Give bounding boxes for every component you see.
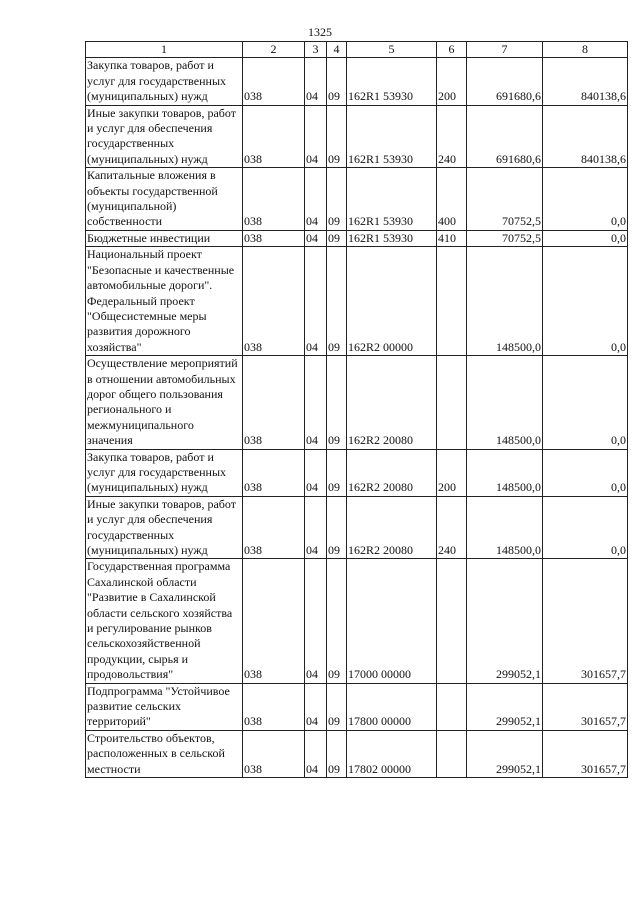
row-expense-type-cell: 410 — [437, 230, 467, 246]
row-subsection-cell: 09 — [327, 449, 347, 496]
row-subsection-cell: 09 — [327, 105, 347, 168]
row-expense-type-cell — [437, 683, 467, 730]
row-subsection-cell: 09 — [327, 230, 347, 246]
row-amount-1-cell: 691680,6 — [467, 58, 543, 105]
row-amount-2-cell: 0,0 — [543, 356, 628, 449]
row-target-article-cell: 162R1 53930 — [347, 58, 437, 105]
header-col-2: 2 — [243, 42, 305, 58]
header-col-3: 3 — [305, 42, 327, 58]
row-section-cell: 04 — [305, 58, 327, 105]
table-row — [86, 247, 628, 356]
row-name-cell: Подпрограмма "Устойчивое развитие сельских территорий" — [86, 683, 243, 730]
row-section-cell: 04 — [305, 105, 327, 168]
row-section-cell: 04 — [305, 730, 327, 777]
row-grbs-cell: 038 — [243, 247, 305, 356]
row-amount-1-cell: 148500,0 — [467, 449, 543, 496]
header-col-8: 8 — [543, 42, 628, 58]
row-section-cell: 04 — [305, 496, 327, 559]
row-amount-2-cell: 0,0 — [543, 247, 628, 356]
row-subsection-cell: 09 — [327, 496, 347, 559]
row-section-cell: 04 — [305, 230, 327, 246]
row-name-cell: Иные закупки товаров, работ и услуг для обеспечения государственных (муниципальных) нужд — [86, 496, 243, 559]
row-subsection-cell: 09 — [327, 168, 347, 231]
row-amount-1-cell: 299052,1 — [467, 730, 543, 777]
row-subsection-cell: 09 — [327, 356, 347, 449]
row-amount-1-cell: 148500,0 — [467, 247, 543, 356]
row-grbs-cell: 038 — [243, 58, 305, 105]
header-col-4: 4 — [327, 42, 347, 58]
row-section-cell: 04 — [305, 168, 327, 231]
row-expense-type-cell — [437, 356, 467, 449]
row-expense-type-cell: 400 — [437, 168, 467, 231]
row-target-article-cell: 162R2 00000 — [347, 247, 437, 356]
row-expense-type-cell — [437, 730, 467, 777]
row-amount-2-cell: 301657,7 — [543, 559, 628, 683]
header-col-5: 5 — [347, 42, 437, 58]
row-grbs-cell: 038 — [243, 105, 305, 168]
row-amount-1-cell: 70752,5 — [467, 230, 543, 246]
row-section-cell: 04 — [305, 356, 327, 449]
row-target-article-cell: 162R2 20080 — [347, 356, 437, 449]
header-col-1: 1 — [86, 42, 243, 58]
row-subsection-cell: 09 — [327, 730, 347, 777]
table-row — [86, 105, 628, 168]
row-name-cell: Бюджетные инвестиции — [86, 230, 243, 246]
row-name-cell: Закупка товаров, работ и услуг для государственных (муниципальных) нужд — [86, 58, 243, 105]
table-row — [86, 559, 628, 683]
row-expense-type-cell — [437, 559, 467, 683]
row-expense-type-cell: 240 — [437, 105, 467, 168]
row-amount-1-cell: 70752,5 — [467, 168, 543, 231]
row-amount-2-cell: 0,0 — [543, 449, 628, 496]
table-row — [86, 356, 628, 449]
row-grbs-cell: 038 — [243, 559, 305, 683]
row-target-article-cell: 162R1 53930 — [347, 105, 437, 168]
header-col-7: 7 — [467, 42, 543, 58]
table-row — [86, 730, 628, 777]
row-grbs-cell: 038 — [243, 496, 305, 559]
row-grbs-cell: 038 — [243, 730, 305, 777]
table-row — [86, 683, 628, 730]
row-amount-1-cell: 148500,0 — [467, 356, 543, 449]
row-target-article-cell: 17800 00000 — [347, 683, 437, 730]
row-name-cell: Капитальные вложения в объекты государственной (муниципальной) собственности — [86, 168, 243, 231]
row-expense-type-cell: 240 — [437, 496, 467, 559]
table-header-row — [86, 42, 628, 58]
header-col-6: 6 — [437, 42, 467, 58]
row-name-cell: Государственная программа Сахалинской области "Развитие в Сахалинской области сельского хозяйства и регулирование рынков сельскохозяйственной продукции, сырья и продовольствия" — [86, 559, 243, 683]
table-row — [86, 168, 628, 231]
row-subsection-cell: 09 — [327, 683, 347, 730]
row-amount-2-cell: 301657,7 — [543, 730, 628, 777]
row-section-cell: 04 — [305, 683, 327, 730]
row-section-cell: 04 — [305, 559, 327, 683]
table-row — [86, 58, 628, 105]
page-number: 1325 — [308, 25, 332, 39]
row-target-article-cell: 162R1 53930 — [347, 168, 437, 231]
row-subsection-cell: 09 — [327, 58, 347, 105]
table-row — [86, 230, 628, 246]
row-grbs-cell: 038 — [243, 683, 305, 730]
row-subsection-cell: 09 — [327, 247, 347, 356]
row-grbs-cell: 038 — [243, 168, 305, 231]
row-subsection-cell: 09 — [327, 559, 347, 683]
row-name-cell: Национальный проект "Безопасные и качественные автомобильные дороги". Федеральный проект "Общесистемные меры развития дорожного хозяйства" — [86, 247, 243, 356]
table-row — [86, 496, 628, 559]
row-grbs-cell: 038 — [243, 230, 305, 246]
row-target-article-cell: 162R1 53930 — [347, 230, 437, 246]
row-name-cell: Иные закупки товаров, работ и услуг для обеспечения государственных (муниципальных) нужд — [86, 105, 243, 168]
row-target-article-cell: 162R2 20080 — [347, 496, 437, 559]
row-amount-2-cell: 0,0 — [543, 496, 628, 559]
row-target-article-cell: 17802 00000 — [347, 730, 437, 777]
row-amount-2-cell: 301657,7 — [543, 683, 628, 730]
row-expense-type-cell — [437, 247, 467, 356]
row-amount-2-cell: 0,0 — [543, 168, 628, 231]
row-name-cell: Строительство объектов, расположенных в сельской местности — [86, 730, 243, 777]
row-section-cell: 04 — [305, 449, 327, 496]
row-grbs-cell: 038 — [243, 356, 305, 449]
row-amount-1-cell: 148500,0 — [467, 496, 543, 559]
row-grbs-cell: 038 — [243, 449, 305, 496]
row-name-cell: Осуществление мероприятий в отношении автомобильных дорог общего пользования регионального и межмуниципального значения — [86, 356, 243, 449]
row-target-article-cell: 17000 00000 — [347, 559, 437, 683]
table-row — [86, 449, 628, 496]
row-amount-1-cell: 691680,6 — [467, 105, 543, 168]
row-target-article-cell: 162R2 20080 — [347, 449, 437, 496]
row-section-cell: 04 — [305, 247, 327, 356]
row-amount-1-cell: 299052,1 — [467, 559, 543, 683]
row-amount-2-cell: 840138,6 — [543, 58, 628, 105]
row-amount-2-cell: 0,0 — [543, 230, 628, 246]
row-name-cell: Закупка товаров, работ и услуг для государственных (муниципальных) нужд — [86, 449, 243, 496]
budget-table — [85, 41, 628, 778]
row-amount-2-cell: 840138,6 — [543, 105, 628, 168]
row-expense-type-cell: 200 — [437, 58, 467, 105]
row-amount-1-cell: 299052,1 — [467, 683, 543, 730]
row-expense-type-cell: 200 — [437, 449, 467, 496]
